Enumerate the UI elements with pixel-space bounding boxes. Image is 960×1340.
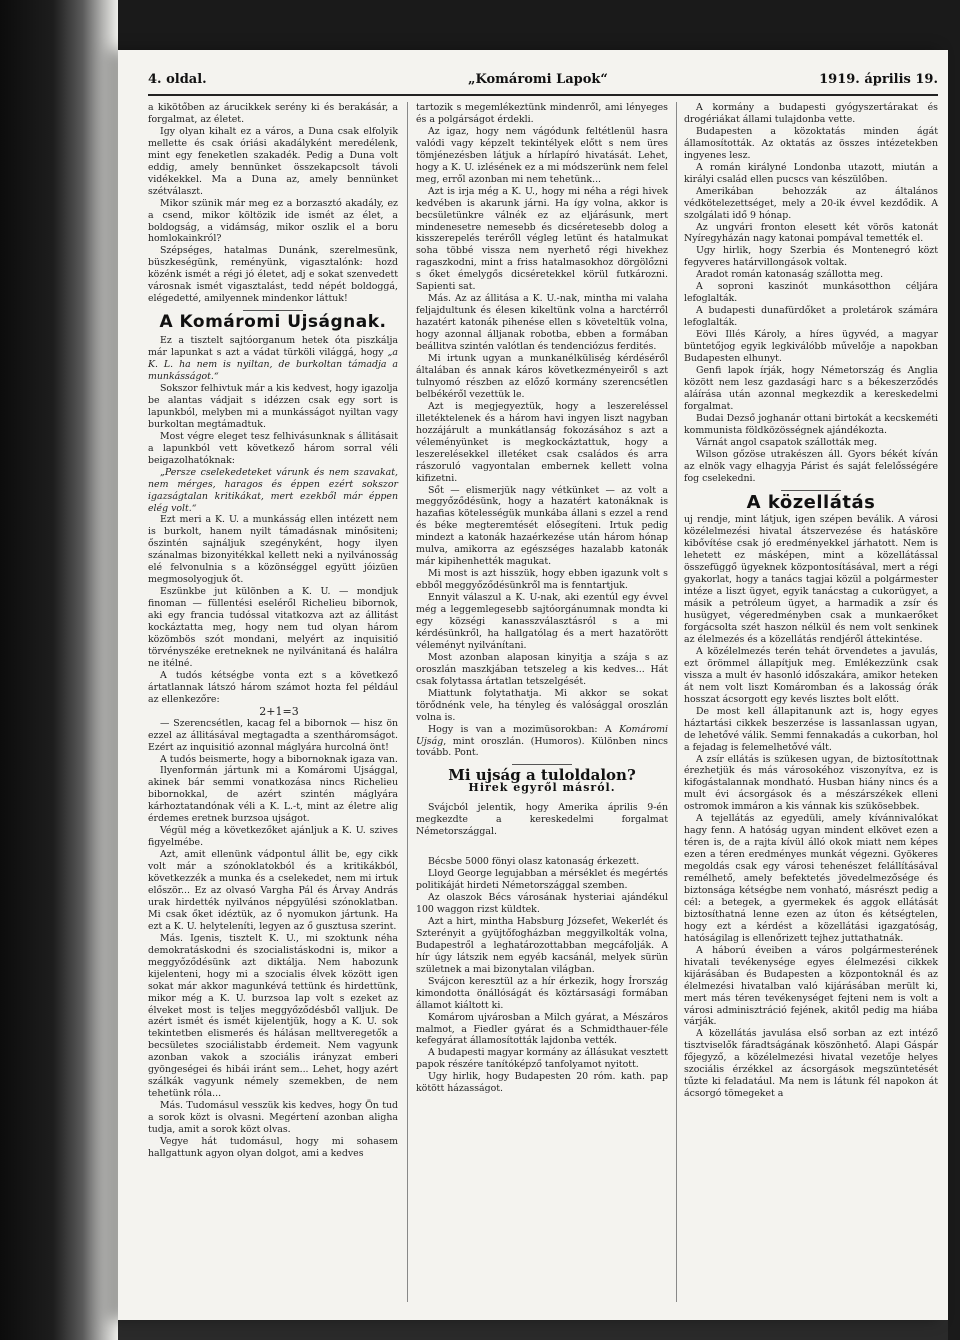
column-divider: [407, 102, 408, 1302]
issue-date: 1919. április 19.: [819, 72, 938, 87]
separator-line: [781, 490, 841, 491]
separator-line: [512, 764, 572, 765]
paragraph: Ennyit válaszul a K. U-nak, aki ezentúl egy évvel még a leggemlegesebb sajtóorgánumnak mondta ki egy községi kanasszválasztásról s a mi kérdésünkről, ha hallgatólag és a mert hazatörött véleményt nyilvánítani.: [416, 592, 668, 651]
paragraph: Végül még a következőket ajánljuk a K. U. szives figyelmébe.: [148, 825, 398, 849]
news-item: Budapesten a közoktatás minden ágát államosították. Az oktatás az összes intézetekben ingyenes lesz.: [684, 125, 938, 161]
paragraph: [416, 724, 668, 760]
news-item: A budapesti dunafürdőket a proletárok számára lefoglalták.: [684, 305, 938, 329]
paragraph: Igy olyan kihalt ez a város, a Duna csak elfolyik mellette és csak óriási akadályként meredélenk, mint egy feneketlen szakadék. Pedig a Duna volt eddig, amely bennünket összekapcsolt távoli vidékekkel. Ma a Duna az, amely bennünket szétválaszt.: [148, 125, 398, 197]
paragraph: A közellátás javulása első sorban az ezt intéző tisztviselők fáradtságának köszönhető. Alapi Gáspár főjegyző, a közélelmezési hivatal vezetője helyes szociális érzékkel az ácsorgások megszüntetését tűzte ki feladatául. Ma nem is látunk fél napokon át ácsorgó tömegeket a: [684, 1028, 938, 1100]
paragraph: Más. Tudomásul vesszük kis kedves, hogy Ön tud a sorok közt is olvasni. Megértení azonban aligha tudja, amit a sorok közt olvas.: [148, 1100, 398, 1136]
text-run: , mint oroszlán. (Humoros). Különben nincs tovább. Pont.: [416, 735, 668, 759]
newspaper-page: [118, 50, 948, 1320]
paragraph: a kikötőben az árucikkek serény ki és berakásár, a forgalmat, az életet.: [148, 102, 398, 125]
italic-quote: „a K. L. ha nem is nyiltan, de burkoltan támadja a munkásságot.“: [148, 347, 398, 383]
news-item: Lloyd George legujabban a mérséklet és megértés politikáját hirdeti Németországgal szemben.: [416, 868, 668, 892]
paragraph: — Szerencsétlen, kacag fel a bibornok — hisz ön ezzel az állitásával megtagadta a szentháromságot. Ezért az inquisitió azonnal máglyára hurcolná önt!: [148, 717, 398, 753]
section-heading: Mi ujság a tuloldalon?: [448, 766, 636, 785]
paragraph: Más. Igenis, tisztelt K. U., mi szoktunk néha demokratáskodni és szocialistáskodni is, mikor a meggyőződésünk azt diktálja. Nem habozunk kijelenteni, hogy mi a szocialis élvek között igen sokat már akkor magunkévá tettünk és hirdettünk, mikor még a K. U. burzsoa lap volt s ezeket az élveket most is teljes meggyőződésből valljuk. De azért ismét és ismét kijelentjük, hogy a K. U. sok tekintetben elismerés és hálásan melltveregetők a becsületes szociálistabb érdemeit. Nem vagyunk azonban vakok a szociális irányzat emberi gyöngeségei és hibái iránt sem... Lehet, hogy azért szálkák vagyunk némely szemekben, de nem tehetünk róla...: [148, 932, 398, 1100]
article-heading: A Komáromi Ujságnak.: [159, 312, 387, 333]
news-item: Ugy hirlik, hogy Budapesten 20 róm. kath. pap kötött házasságot.: [416, 1071, 668, 1095]
paragraph: A tudós kétségbe vonta ezt s a következő ártatlannak látszó három számot hozta fel például az ellenkezőre:: [148, 669, 398, 705]
column-2: [416, 102, 668, 1095]
column-3: [684, 102, 938, 1100]
paragraph: Eszünkbe jut különben a K. U. — mondjuk finoman — füllentési eseléről Richelieu bibornok, aki egy francia tudóssal vitatkozva azt az állitást kockáztatta meg, hogy nem tud olyan három közömbös szót mondani, melyért az inquisitió törvényszéke eretneknek ne nyilvánitaná és halálra ne itélné.: [148, 586, 398, 669]
news-item: Várnát angol csapatok szállották meg.: [696, 436, 878, 448]
text-run: Ez a tisztelt sajtóorganum hetek óta piszkálja már lapunkat s azt a vádat türköli világgá, hogy: [148, 335, 398, 359]
page-number: 4. oldal.: [148, 72, 207, 87]
paragraph: Szépséges, hatalmas Dunánk, szerelmesünk, büszkeségünk, reményünk, vigasztalónk: hozd közénk ismét a régi jó életet, adj e sokat szenvedett városnak ismét vigasztalást, tedd népét boldoggá, elégedetté, amilyennek mindenkor láttuk!: [148, 245, 398, 305]
paragraph: A tejellátás az egyedüli, amely kívánnivalókat hagy fenn. A hatóság ugyan mindent elkövet ezen a téren is, de a rajta kívül álló okok miatt nem képes ezen a téren eredményes munkát végezni. Gyökeres megoldás csak egy városi tehenészet felállításával remélhető, amely befektetés jövedelmezősége és biztonsága kétségbe nem vonható, másrészt pedig a cél: a betegek, a gyermekek és aggok ellátását biztosíthatná lenne ezen az úton és kétségtelen, hogy ezt a kérdést a közellátási igazgatóság, hatóságilag is ellenőrizett tejhez juttathatnák.: [684, 813, 938, 944]
paragraph: Mi irtunk ugyan a munkanélküliség kérdéséről általában és annak káros következményeiről s azt tulnyomó részben az előző kormány szerencsétlen belbékéről vezettük le.: [416, 353, 668, 400]
news-item: Amerikában behozzák az általános védkötelezettséget, mely a 20-ik évvel kezdődik. A szolgálati idő 9 hónap.: [684, 185, 938, 221]
news-item: Svájcból jelentik, hogy Amerika április 9-én megkezdte a kereskedelmi forgalmat Németországgal.: [416, 802, 668, 838]
news-item: Ugy hirlik, hogy Szerbia és Montenegró közt fegyveres határvillongások voltak.: [684, 245, 938, 269]
news-item: Genfi lapok írják, hogy Németország és Anglia között nem lesz gazdasági harc s a békeszerződés aláírása után azonnal megkezdik a kereskedelmi forgalmat.: [684, 364, 938, 412]
italic-title: Komáromi Ujság: [416, 723, 668, 747]
paragraph: Mikor szünik már meg ez a borzasztó akadály, ez a csend, mikor költözik ide ismét az élet, a boldogság, a vidámság, mikor oszlik el a boru homlokainkról?: [148, 197, 398, 245]
paragraph: Azt, amit ellenünk vádpontul állit be, egy cikk volt már a szónoklatokból és a kritikákból, következzék a munka és a cselekedet, nem mi irtuk először... Ez az olvasó Vargha Pál és Árvay András urak hirdették nyilvános népgyülési szónoklatban. Mi csak őket idéztük, az ő nyomukon jártunk. Ha ezt a K. U. helyteleníti, legyen az ő gusztusa szerint.: [148, 849, 398, 932]
news-item: Eövi Illés Károly, a híres ügyvéd, a magyar büntetőjog egyik legkiválóbb művelője a napokban Budapesten elhunyt.: [684, 329, 938, 365]
newspaper-title: „Komáromi Lapok“: [468, 72, 608, 87]
scan-border-top: [118, 0, 960, 50]
paragraph: A zsír ellátás is szükesen ugyan, de biztosítottnak érezhetjük és más városokéhoz viszonyítva, ez is kifogástalannak mondható. Husban hiány nincs és a mult évi ácsorgások és a mészárszékek elleni ostromok immáron a kis vánnak kis szükösebbek.: [684, 753, 938, 813]
news-item: Komárom ujvárosban a Milch gyárat, a Mészáros malmot, a Fiedler gyárat és a Schmidthauer-féle kefegyárat államosították lajdonba vették.: [416, 1011, 668, 1047]
paragraph: uj rendje, mint látjuk, igen szépen beválik. A városi közélelmezési hivatal átszervezése és hatásköre kibővítése csak jó eredményekkel járhatott. Nem is lehetett ez másképen, mint a közellátással összefüggő ügyeknek központosításával, mert a régi gyakorlat, hogy a tanács tagjai közül a polgármester intéze a liszt ügyet, egyik tanácstag a cukorügyet, a másik a petróleum ügyet, a harmadik a zsír és husügyet, végeredményben csak a munkaerőket forgácsolta szét haszon nélkül és nem volt senkinek az élelmezés és a közellátás rendjéről áttekintése.: [684, 514, 938, 645]
paragraph: Ezt meri a K. U. a munkásság ellen intézett nem is burkolt, hanem nyilt támadásnak minősiteni; őszintén sajnáljuk szegényként, hogy ilyen szánalmas bizonyitékkal kellett neki a nyilvánosság elé felvonulnia s a közönséggel együtt jóizüen megmosolyogjuk őt.: [148, 514, 398, 586]
news-item: Azt a hirt, mintha Habsburg Józsefet, Wekerlét és Szterényit a gyüjtőfogházban meggyilkolták volna, Budapestről a leghatározottabban megcáfolják. A hír úgy látszik nem egyéb kacsánál, melyek sürün születnek a mai bizonytalan világban.: [416, 915, 668, 975]
scan-border-right: [948, 0, 960, 1340]
article-heading: A közellátás: [746, 491, 876, 513]
book-binding: [0, 0, 118, 1340]
page-header: [148, 72, 938, 94]
paragraph: A tudós beismerte, hogy a bibornoknak igaza van.: [160, 753, 398, 765]
news-item: Az olaszok Bécs városának hysteriai ajándékul 100 waggon rizst küldtek.: [416, 892, 668, 915]
paragraph: Sokszor felhivtuk már a kis kedvest, hogy igazolja be alantas vádjait s idézzen csak egy sort is lapunkból, melyben mi a munkásságot nyiltan vagy burkoltan megtámadtuk.: [148, 382, 398, 430]
column-1: [148, 102, 398, 1160]
paragraph: Sőt — elismerjük nagy vétkünket — az volt a meggyőződésünk, hogy a hazatért katonáknak is hazafias kötelességük munkába állani s ezzel a rend és béke megteremtését elősegíteni. Irtuk pedig mindezt a katonák hazaérkezése után három hónap mulva, amikorra az egészséges hazalabb katonák már kipihenhették magukat.: [416, 484, 668, 568]
header-rule: [148, 94, 938, 96]
separator-line: [243, 310, 303, 311]
news-item: Budai Dezső joghanár ottani birtokát a kecskeméti kommunista földközösségnek ajándékozta.: [684, 412, 938, 436]
paragraph: Ilyenformán jártunk mi a Komáromi Ujsággal, akinek bár semmi vonatkozása nincs Richelieu bibornokkal, de azért szintén máglyára kárhoztatandónak véli a K. L.-t, mint az életre alig érdemes eretnek burzsoa ujságot.: [148, 765, 398, 825]
paragraph: Más. Az az állitása a K. U.-nak, mintha mi valaha feljajdultunk és élesen kikeltünk volna a harctérről hazatért katonák pihenése ellen s követeltük volna, hogy azonnal álljanak robotba, ebben a formában beállitva szintén valótlan és tendenciózus ferdités.: [416, 293, 668, 353]
news-item: Wilson gőzöse utrakészen áll. Gyors békét kíván az elnök vagy elhagyja Párist és saját felelősségére fog cselekedni.: [684, 448, 938, 484]
paragraph: A háború éveiben a város polgármesterének hivatali tevékenysége egyes élelmezési cikkek kijárásában és Budapesten a központoknál és az élelmezési hivatalban való kijárásában merült ki, mert más téren tevékenységet fejteni nem is volt a városi adminisztráció fejének, akitől pedig ma hiába várják.: [684, 944, 938, 1028]
news-item: A kormány a budapesti gyógyszertárakat és drogériákat állami tulajdonba vette.: [684, 102, 938, 125]
paragraph: [148, 335, 398, 383]
paragraph: Most azonban alaposan kinyitja a szája s az oroszlán maszkjában tetszeleg a kis kedves... Hát csak folytassa ártatlan tetszelgését.: [416, 651, 668, 687]
news-item: A budapesti magyar kormány az állásukat vesztett papok részére tanítóképző tanfolyamot nyitott.: [416, 1047, 668, 1071]
paragraph: Vegye hát tudomásul, hogy mi sohasem hallgattunk agyon olyan dolgot, ami a kedves: [148, 1136, 398, 1159]
news-item: Bécsbe 5000 fönyi olasz katonaság érkezett.: [428, 856, 640, 868]
equation: 2+1=3: [259, 704, 299, 718]
paragraph: Mi most is azt hisszük, hogy ebben igazunk volt s ebből meggyőződésünkről ma is fenntartjuk.: [416, 568, 668, 592]
news-item: A román királyné Londonba utazott, miután a királyi család ellen pucscs van készülőben.: [684, 161, 938, 185]
paragraph: Az igaz, hogy nem vágódunk feltétlenül hasra valódi vagy képzelt tekintélyek előtt s nem üres tömjénezésben látjuk a hírlapíró hivatását. Lehet, hogy a K. U. izlésének ez a mi módszerünk nem felel meg, erről azonban mi nem tehetünk...: [416, 125, 668, 185]
paragraph: Most végre eleget tesz felhivásunknak s állitásait a lapunkból vett következő három sorral véli beigazolhatóknak:: [148, 430, 398, 466]
news-item: Aradot román katonaság szállotta meg.: [696, 269, 884, 281]
italic-quote: „Persze cselekedeteket várunk és nem szavakat, nem mérges, haragos és éppen ezért sokszor igazságtalan kritikákat, mert ezekből már éppen elég volt.“: [148, 466, 398, 514]
paragraph: Azt is irja még a K. U., hogy mi néha a régi hivek kedvében is akarunk járni. Ha így volna, akkor is becsületünkre válnék ez az eljárásunk, mert mindenesetre nemesebb és dicséretesebb dolog a kisszerepelés terérőll végleg letünt és hatalmukat soha többé vissza nem nyerhető régi hivekhez ragaszkodni, mint a friss hatalmasokhoz dörgölőzni s őket émelygős dicséretekkel körül futkározni. Sapienti sat.: [416, 185, 668, 293]
paragraph: tartozik s megemlékeztünk mindenről, ami lényeges és a polgárságot érdekli.: [416, 102, 668, 125]
news-item: Az ungvári fronton elesett két vörös katonát Nyíregyházán nagy katonai pompával temették el.: [684, 221, 938, 245]
quote: [148, 467, 398, 515]
paragraph: De most kell állapitanunk azt is, hogy egyes háztartási cikkek beszerzése is lassanlassan ugyan, de lehetővé válik. Semmi fennakadás a cukorban, hol a fejadag is felemelhetővé vált.: [684, 705, 938, 753]
text-run: Hogy is van a mozimüsorokban: A: [428, 723, 620, 735]
news-item: A soproni kaszinót munkásotthon céljára lefoglalták.: [684, 281, 938, 305]
paragraph: Miattunk folytathatja. Mi akkor se sokat törődnénk vele, ha tényleg és valósággal oroszlán volna is.: [416, 687, 668, 723]
column-divider: [676, 102, 677, 1302]
news-item: Svájcon keresztül az a hír érkezik, hogy Írország kimondotta önállóságát és köztársasági formában államot kiáltott ki.: [416, 975, 668, 1011]
section-subheading: Hirek egyről másról.: [468, 781, 616, 795]
paragraph: Azt is megjegyeztük, hogy a leszereléssel illetéktelenek és a három havi ingyen liszt nagyban hozzájárult a munkátlanság fokozásához s azt a véleményünket is megkockáztattuk, hogy a leszerelésekkel illetéket csak családos és arra rászoruló vagyontalan embernek kellett volna kifizetni.: [416, 400, 668, 484]
paragraph: A közélelmezés terén tehát örvendetes a javulás, ezt örömmel állapítjuk meg. Emlékezzünk csak vissza a mult év hasonló időszakára, amikor heteken át nem volt liszt Komáromban és a lakosság órák hosszat ácsorgott egy kevés lisztes bolt előtt.: [684, 645, 938, 705]
